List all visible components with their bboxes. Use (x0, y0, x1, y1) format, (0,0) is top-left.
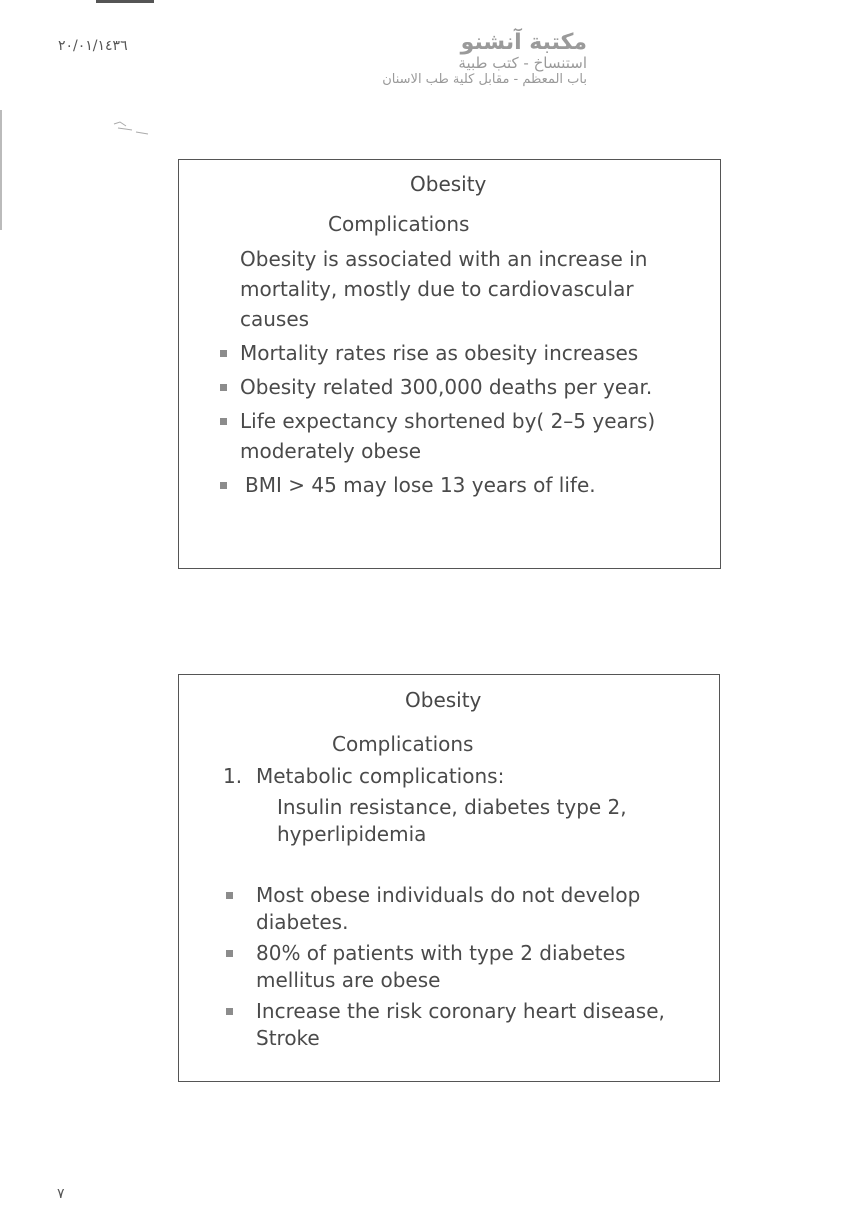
stamp-line-2: استنساخ - كتب طبية (458, 54, 587, 73)
scan-edge-mark (96, 0, 154, 3)
slide-2 (178, 674, 720, 1082)
square-bullet-icon (220, 482, 227, 489)
page-number: ٧ (57, 1186, 65, 1202)
item-number: 1. (223, 764, 243, 788)
slide-2-bullet-list (225, 882, 695, 1056)
slide-2-title: Obesity (405, 688, 482, 712)
header-date: ٢٠/٠١/١٤٣٦ (58, 38, 128, 54)
list-item: 80% of patients with type 2 diabetes mellitus are obese (225, 940, 656, 994)
square-bullet-icon (220, 418, 227, 425)
list-item: Life expectancy shortened by( 2–5 years) moderately obese (219, 406, 670, 466)
list-item: Obesity related 300,000 deaths per year. (219, 372, 699, 402)
slide-1-intro: Obesity is associated with an increase in mortality, mostly due to cardiovascular causes (240, 247, 648, 331)
list-item: BMI > 45 may lose 13 years of life. (219, 470, 699, 500)
bookshop-stamp (372, 30, 587, 87)
square-bullet-icon (226, 950, 233, 957)
square-bullet-icon (226, 892, 233, 899)
item-detail: Insulin resistance, diabetes type 2, hyperlipidemia (277, 795, 627, 846)
list-item: Mortality rates rise as obesity increases (219, 338, 699, 368)
stamp-line-3: باب المعظم - مقابل كلية طب الاسنان (382, 71, 587, 87)
slide-1-title: Obesity (410, 172, 487, 196)
scan-smudge (112, 118, 152, 138)
square-bullet-icon (220, 384, 227, 391)
slide-1-bullet-list (219, 338, 699, 504)
list-item: Increase the risk coronary heart disease, Stroke (225, 998, 676, 1052)
numbered-item (223, 763, 504, 790)
square-bullet-icon (226, 1008, 233, 1015)
square-bullet-icon (220, 350, 227, 357)
list-item: Most obese individuals do not develop diabetes. (225, 882, 656, 936)
slide-1-subtitle: Complications (328, 212, 470, 236)
stamp-line-1: مكتبة آنشنو (460, 30, 587, 55)
slide-2-subtitle: Complications (332, 732, 474, 756)
slide-1 (178, 159, 721, 569)
scan-left-edge (0, 110, 2, 230)
item-heading: Metabolic complications: (256, 764, 505, 788)
